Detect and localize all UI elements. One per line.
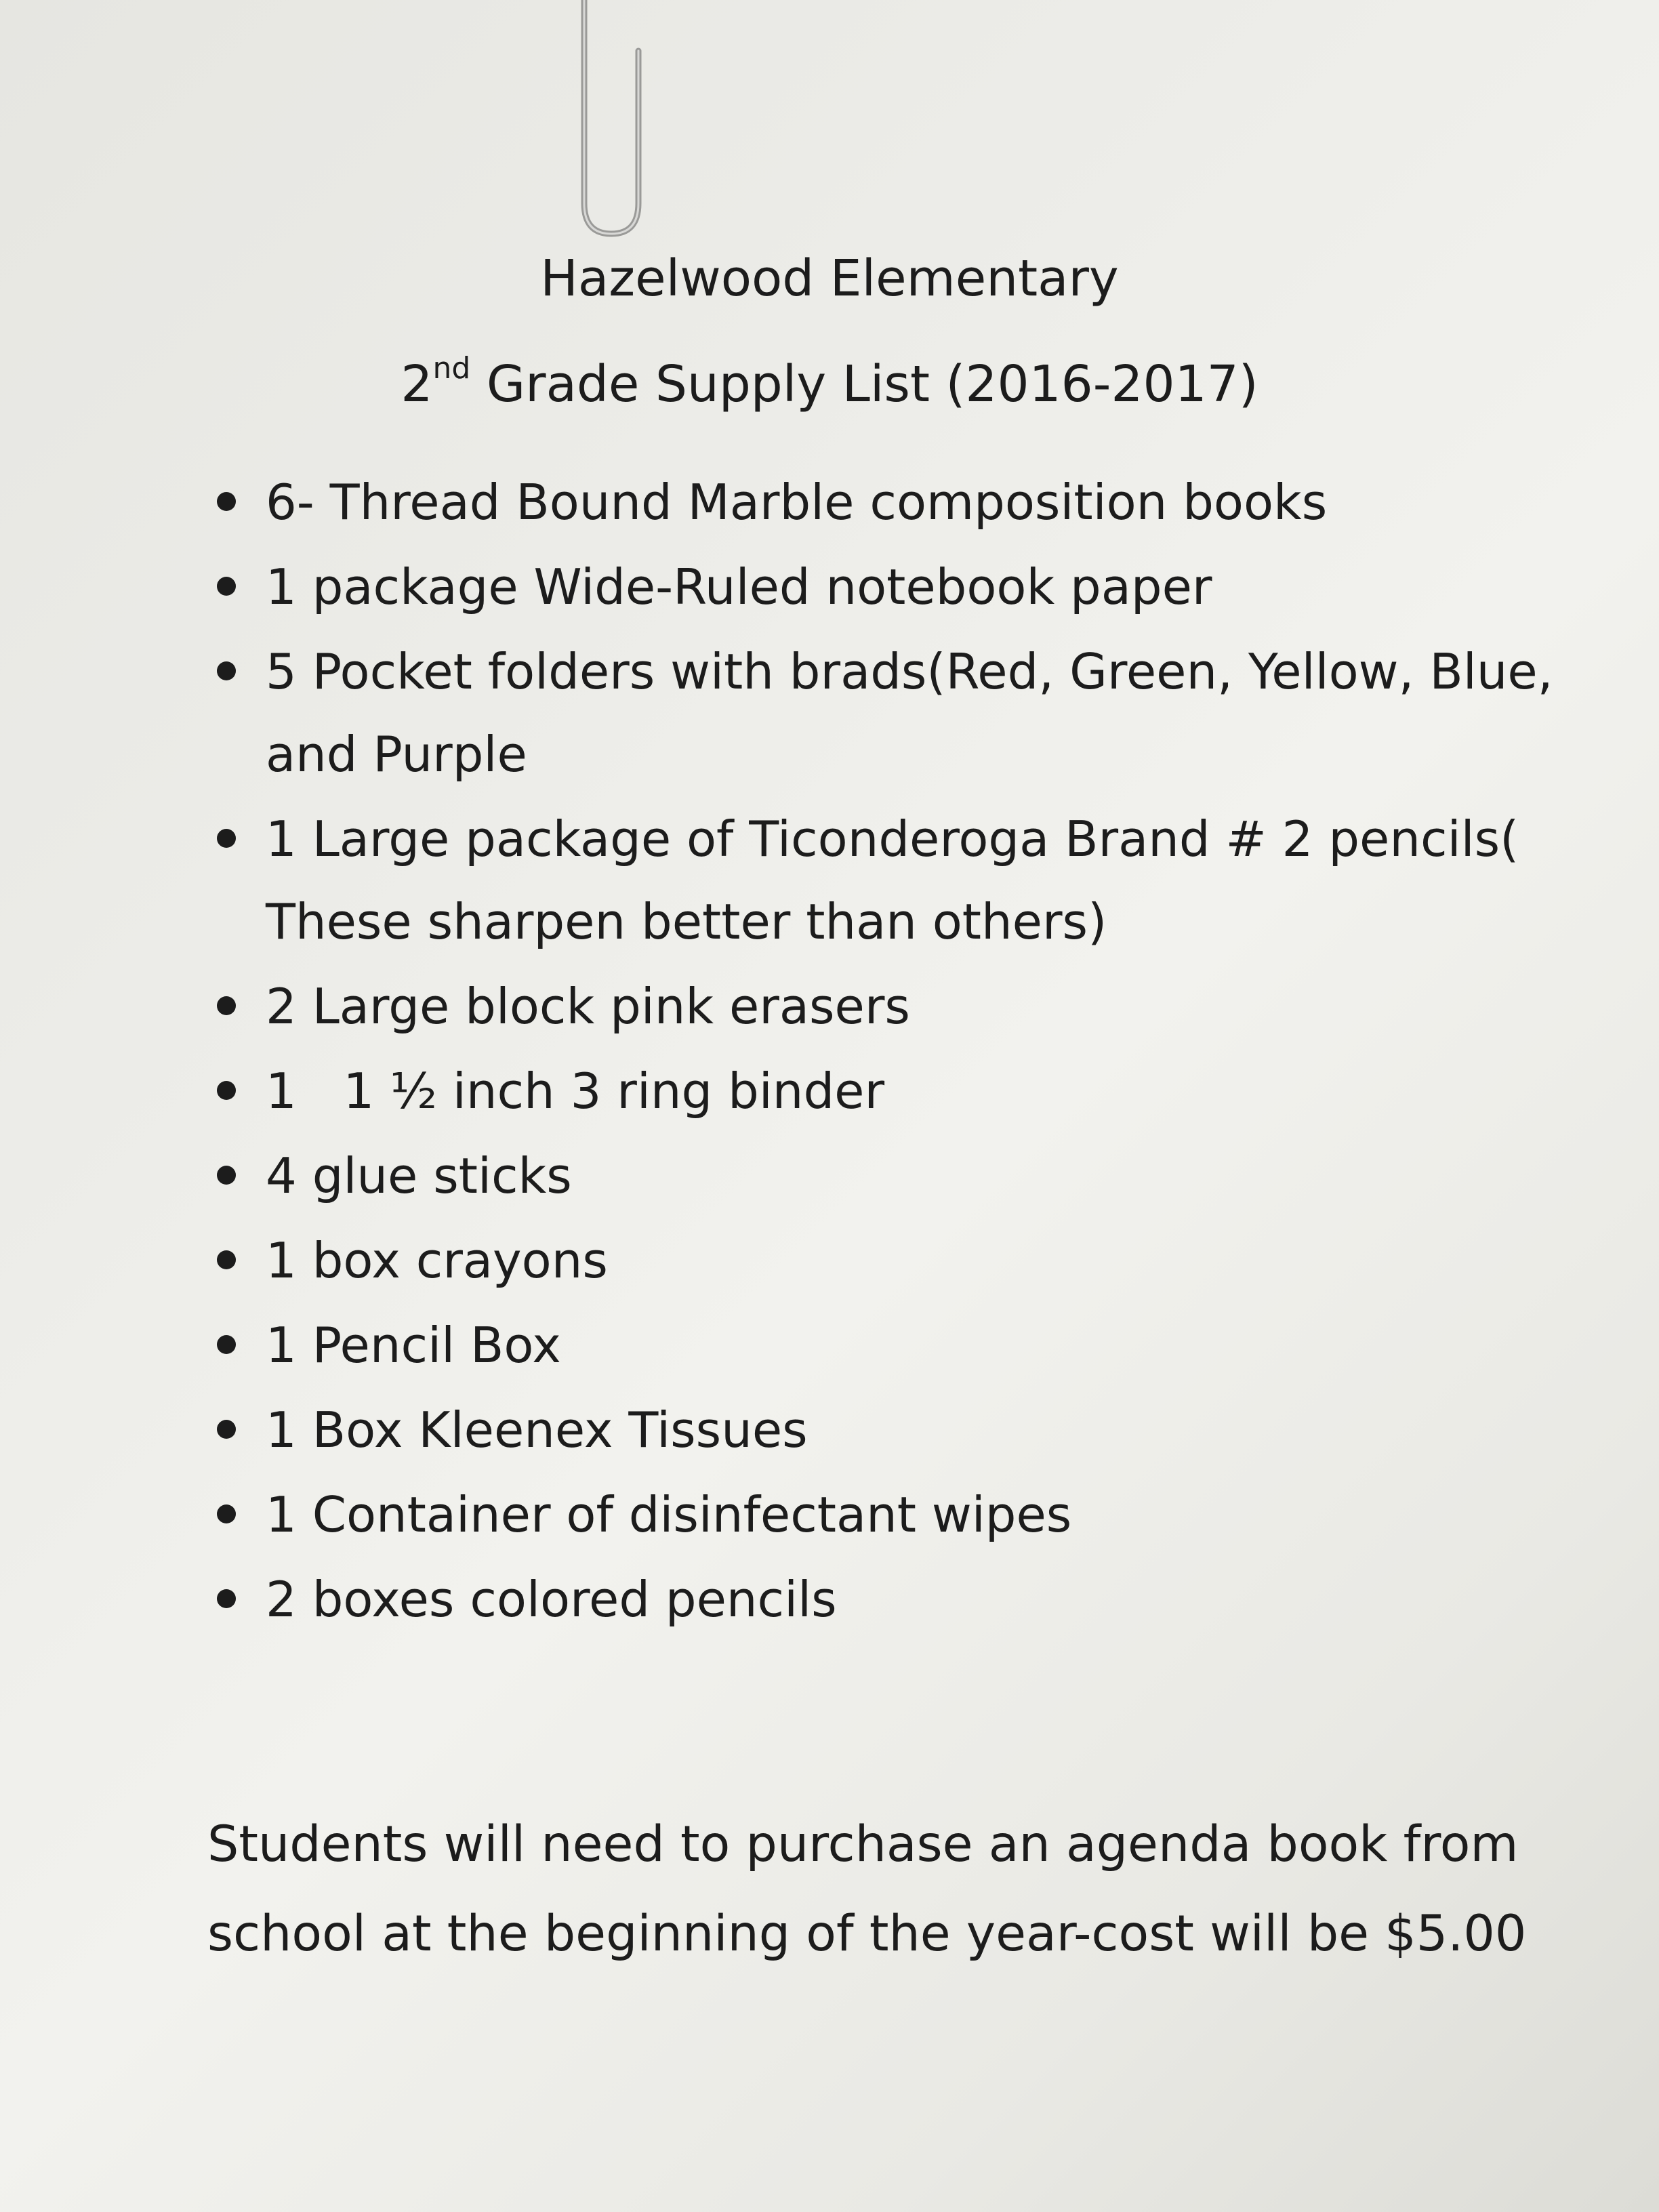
bullet-icon [217,1504,236,1523]
bullet-icon [217,1589,236,1608]
list-item [210,630,1565,796]
item-text-continued: and Purple [266,726,527,783]
item-text: 1 package Wide-Ruled notebook paper [266,558,1212,615]
supply-list [210,474,1565,1656]
bullet-icon [217,996,236,1015]
item-text: 1 1 ½ inch 3 ring binder [266,1063,885,1120]
item-text: 2 Large block pink erasers [266,978,910,1035]
bullet-icon [217,661,236,680]
list-item [210,559,1565,615]
list-item [210,979,1565,1034]
note-line: Students will need to purchase an agenda book from [207,1816,1519,1873]
list-item [210,1487,1565,1542]
item-text: 1 box crayons [266,1232,608,1289]
agenda-note [207,1800,1563,1979]
bullet-icon [217,1250,236,1269]
list-item [210,1317,1565,1373]
list-item [210,1063,1565,1119]
item-text: 4 glue sticks [266,1147,572,1204]
item-text: 5 Pocket folders with brads(Red, Green, Yellow, Blue, [266,643,1553,700]
page-title [0,351,1659,413]
bullet-icon [217,1420,236,1439]
paperclip-icon [569,0,657,244]
list-item [210,798,1565,963]
item-text: 2 boxes colored pencils [266,1571,837,1628]
bullet-icon [217,1081,236,1100]
grade-suffix: nd [432,351,471,386]
list-item [210,1148,1565,1204]
item-text: 6- Thread Bound Marble composition books [266,474,1328,531]
item-text: 1 Container of disinfectant wipes [266,1486,1072,1543]
title-text: Grade Supply List (2016-2017) [470,355,1258,413]
list-item [210,1233,1565,1288]
bullet-icon [217,577,236,596]
note-line: school at the beginning of the year-cost will be $5.00 [207,1905,1527,1963]
list-item [210,474,1565,530]
bullet-icon [217,492,236,511]
item-text: 1 Box Kleenex Tissues [266,1401,808,1458]
item-text-continued: These sharpen better than others) [266,893,1107,950]
item-text: 1 Large package of Ticonderoga Brand # 2 pencils( [266,811,1519,867]
list-item [210,1402,1565,1458]
list-item [210,1572,1565,1627]
grade-number: 2 [401,355,433,413]
bullet-icon [217,829,236,848]
bullet-icon [217,1166,236,1185]
school-name: Hazelwood Elementary [540,249,1119,308]
item-text: 1 Pencil Box [266,1317,561,1374]
bullet-icon [217,1335,236,1354]
